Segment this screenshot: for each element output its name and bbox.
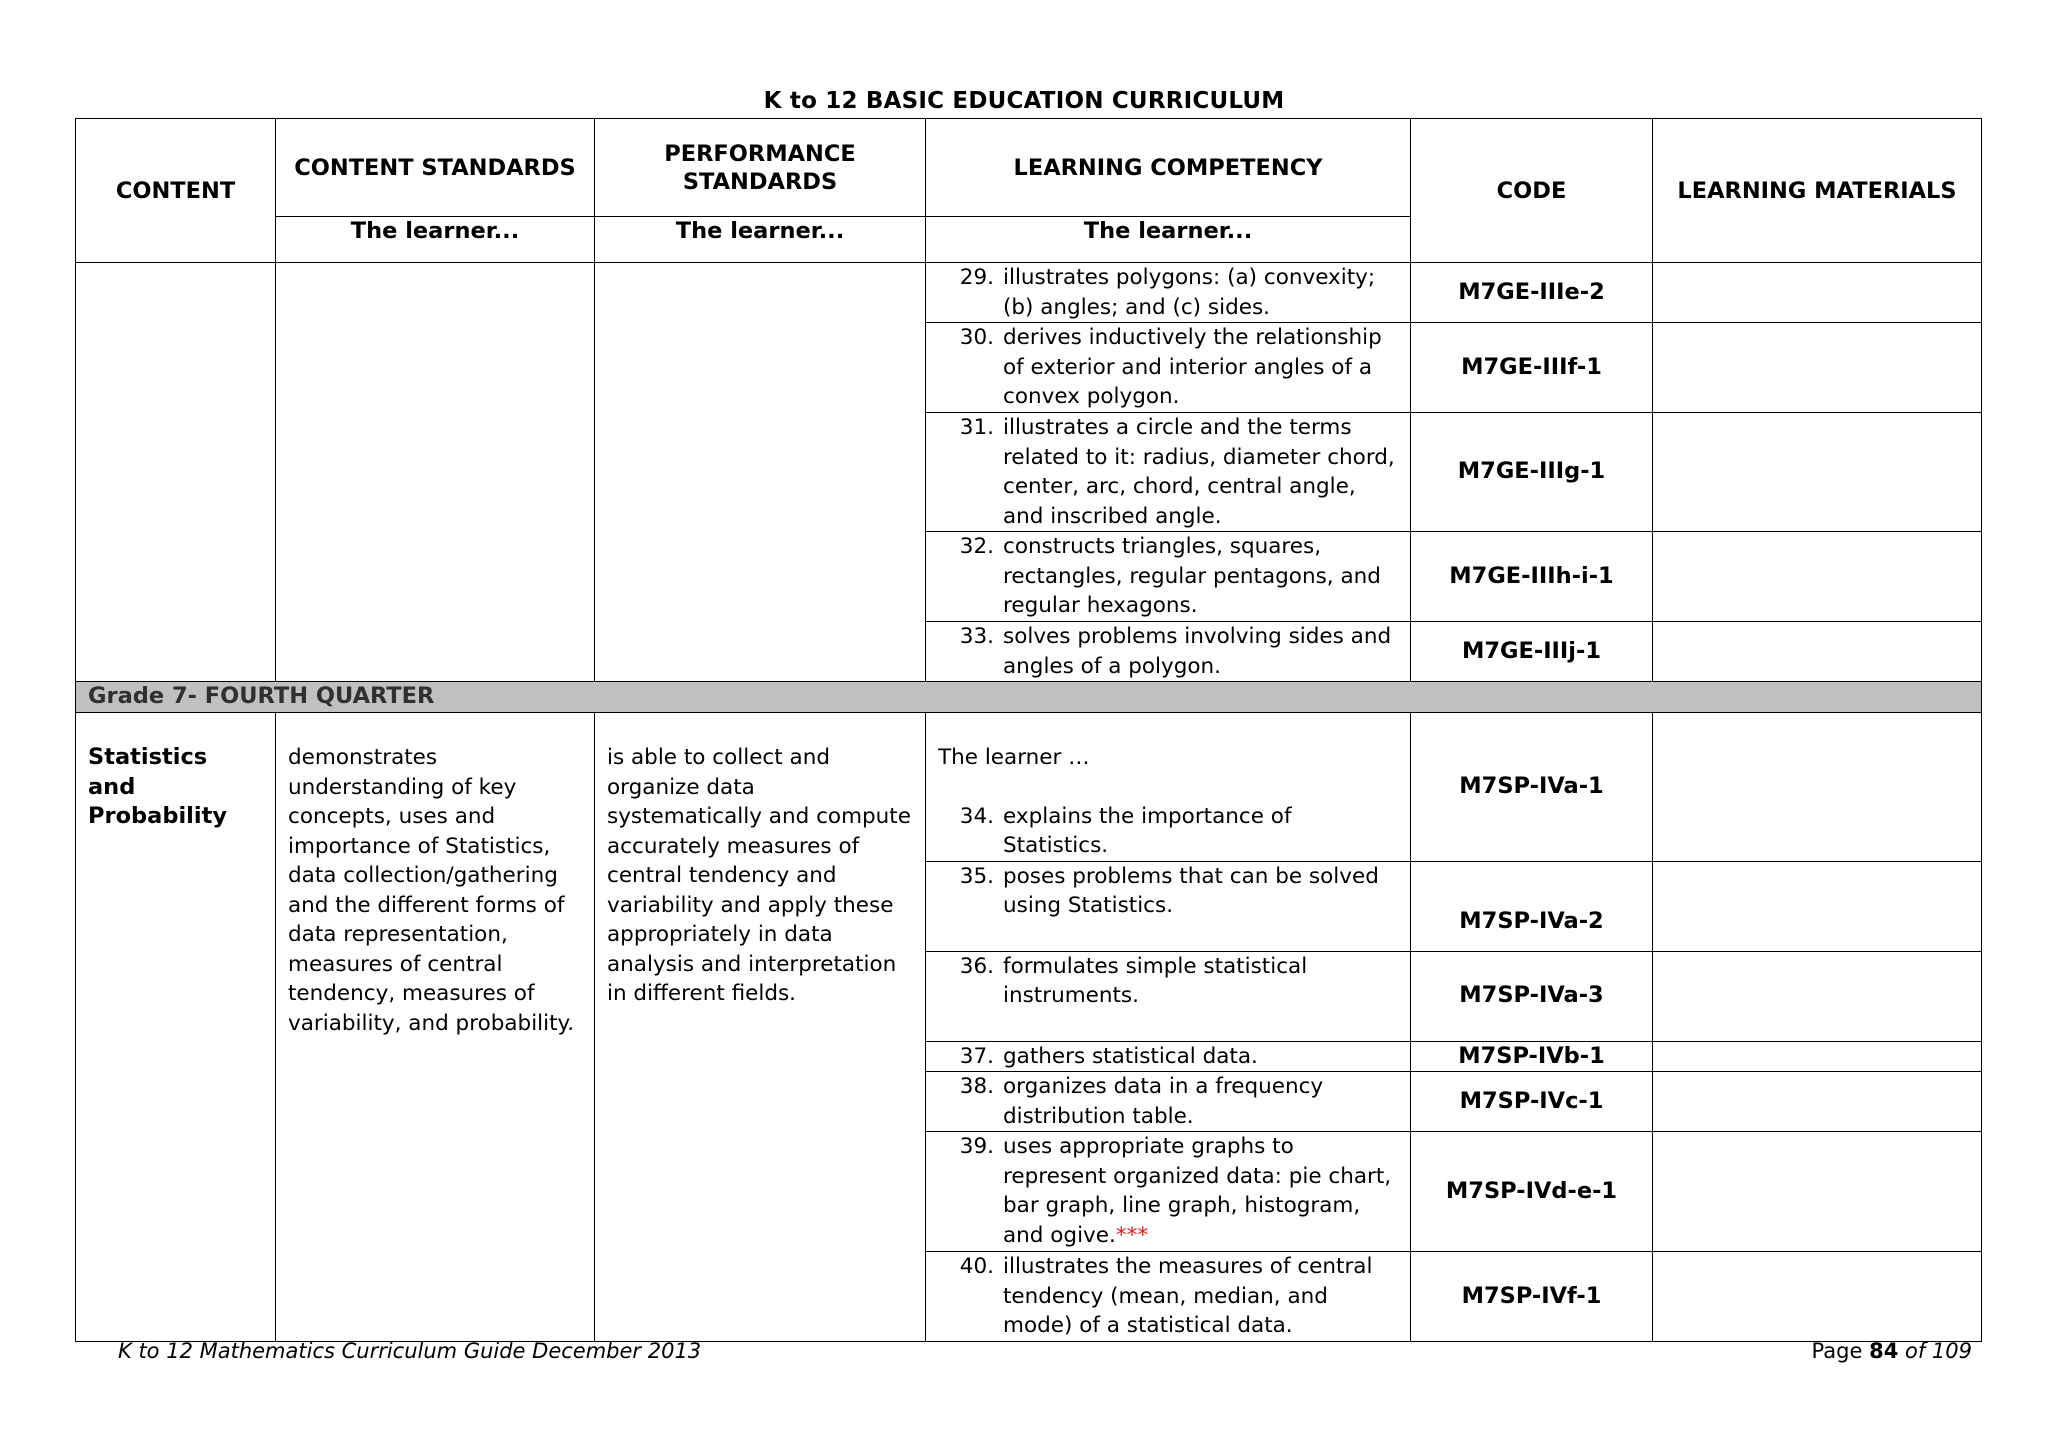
subheader-learner-ps: The learner... — [595, 217, 926, 263]
competency-text: constructs triangles, squares, rectangles, regular pentagons, and regular hexagons. — [1003, 534, 1381, 618]
header-learning-competency: LEARNING COMPETENCY — [926, 119, 1411, 217]
code-cell: M7SP-IVc-1 — [1411, 1072, 1653, 1132]
competency-text — [926, 1132, 1410, 1250]
header-performance-standards: PERFORMANCE STANDARDS — [595, 119, 926, 217]
competency-text: solves problems involving sides and angles of a polygon. — [1003, 624, 1392, 679]
competency-number: 33. — [959, 624, 994, 649]
competency-text-body: uses appropriate graphs to represent organized data: pie chart, bar graph, line graph, histogram, and ogive. — [1003, 1134, 1392, 1248]
competency-number: 30. — [959, 325, 994, 350]
competency-cell — [926, 951, 1411, 1041]
quarter-band-row — [76, 682, 1982, 713]
materials-cell — [1653, 263, 1982, 323]
materials-cell — [1653, 713, 1982, 862]
document-title: K to 12 BASIC EDUCATION CURRICULUM — [763, 88, 1285, 114]
table-row — [76, 263, 1982, 323]
materials-cell — [1653, 622, 1982, 682]
content-cell-empty — [76, 263, 276, 682]
materials-cell — [1653, 323, 1982, 413]
code-cell: M7GE-IIIe-2 — [1411, 263, 1653, 323]
footer-page-number — [1812, 1339, 1972, 1363]
header-code: CODE — [1411, 119, 1653, 263]
subheader-learner-lc: The learner... — [926, 217, 1411, 263]
quarter-label: Grade 7- FOURTH QUARTER — [76, 682, 1982, 713]
competency-text: illustrates a circle and the terms related to it: radius, diameter chord, center, arc, chord, central angle, and inscribed angle. — [1003, 415, 1395, 529]
code-cell: M7GE-IIIj-1 — [1411, 622, 1653, 682]
competency-cell — [926, 1132, 1411, 1252]
code-cell: M7GE-IIIg-1 — [1411, 413, 1653, 532]
materials-cell — [1653, 1041, 1982, 1072]
code-cell: M7SP-IVd-e-1 — [1411, 1132, 1653, 1252]
header-content-standards: CONTENT STANDARDS — [276, 119, 595, 217]
performance-standard-cell-empty — [595, 263, 926, 682]
competency-number: 37. — [959, 1043, 994, 1069]
competency-text: formulates simple statistical instruments. — [1003, 953, 1308, 1008]
materials-cell — [1653, 861, 1982, 951]
competency-number: 32. — [959, 534, 994, 559]
competency-cell — [926, 263, 1411, 323]
header-learning-materials: LEARNING MATERIALS — [1653, 119, 1982, 263]
competency-cell — [926, 323, 1411, 413]
competency-cell — [926, 713, 1411, 862]
materials-cell — [1653, 1132, 1982, 1252]
header-row — [76, 119, 1982, 217]
materials-cell — [1653, 1072, 1982, 1132]
competency-cell — [926, 1072, 1411, 1132]
competency-text: explains the importance of Statistics. — [1003, 803, 1292, 858]
code-cell: M7GE-IIIh-i-1 — [1411, 532, 1653, 622]
content-standard-text: demonstrates understanding of key concepts, uses and importance of Statistics, data collection/gathering and the different forms of data representation, measures of central tendency, measures of variability, and probability. — [276, 713, 595, 1342]
materials-cell — [1653, 532, 1982, 622]
competency-cell — [926, 1252, 1411, 1342]
materials-cell — [1653, 1252, 1982, 1342]
competency-number: 29. — [959, 265, 994, 290]
code-cell: M7SP-IVf-1 — [1411, 1252, 1653, 1342]
curriculum-table — [75, 118, 1982, 1342]
table-row — [76, 713, 1982, 862]
competency-text: illustrates polygons: (a) convexity; (b) angles; and (c) sides. — [1003, 265, 1376, 320]
competency-number: 40. — [959, 1254, 994, 1279]
materials-cell — [1653, 951, 1982, 1041]
header-content: CONTENT — [76, 119, 276, 263]
footer-guide-title: K to 12 Mathematics Curriculum Guide December 2013 — [118, 1339, 702, 1363]
competency-text: gathers statistical data. — [1003, 1043, 1258, 1069]
competency-number: 39. — [959, 1134, 994, 1159]
competency-number: 38. — [959, 1074, 994, 1099]
page-total: of 109 — [1905, 1339, 1972, 1363]
competency-text: organizes data in a frequency distribution table. — [1003, 1074, 1324, 1129]
materials-cell — [1653, 413, 1982, 532]
competency-cell — [926, 622, 1411, 682]
competency-text: illustrates the measures of central tendency (mean, median, and mode) of a statistical data. — [1003, 1254, 1373, 1338]
learner-intro: The learner … — [938, 745, 1090, 770]
competency-cell — [926, 1041, 1411, 1072]
subheader-learner-cs: The learner... — [276, 217, 595, 263]
competency-text: poses problems that can be solved using Statistics. — [1003, 863, 1379, 918]
content-standard-cell-empty — [276, 263, 595, 682]
red-asterisk-marker: *** — [1115, 1222, 1149, 1248]
page-word: Page — [1811, 1339, 1863, 1363]
competency-number: 36. — [959, 953, 994, 979]
competency-item — [926, 802, 1410, 861]
competency-number: 35. — [959, 863, 994, 889]
code-cell: M7SP-IVb-1 — [1411, 1041, 1653, 1072]
competency-cell — [926, 532, 1411, 622]
competency-number: 34. — [959, 803, 994, 829]
performance-standard-text: is able to collect and organize data systematically and compute accurately measures of central tendency and variability and apply these appropriately in data analysis and interpretation in different fields. — [595, 713, 926, 1342]
code-cell: M7SP-IVa-3 — [1411, 951, 1653, 1041]
code-cell: M7GE-IIIf-1 — [1411, 323, 1653, 413]
competency-cell — [926, 413, 1411, 532]
code-cell: M7SP-IVa-2 — [1411, 861, 1653, 951]
competency-cell — [926, 861, 1411, 951]
code-cell: M7SP-IVa-1 — [1411, 713, 1653, 862]
page-current: 84 — [1869, 1339, 1899, 1363]
competency-number: 31. — [959, 415, 994, 440]
content-statistics-probability: Statistics and Probability — [76, 713, 276, 1342]
competency-text: derives inductively the relationship of exterior and interior angles of a convex polygon. — [1003, 325, 1382, 409]
